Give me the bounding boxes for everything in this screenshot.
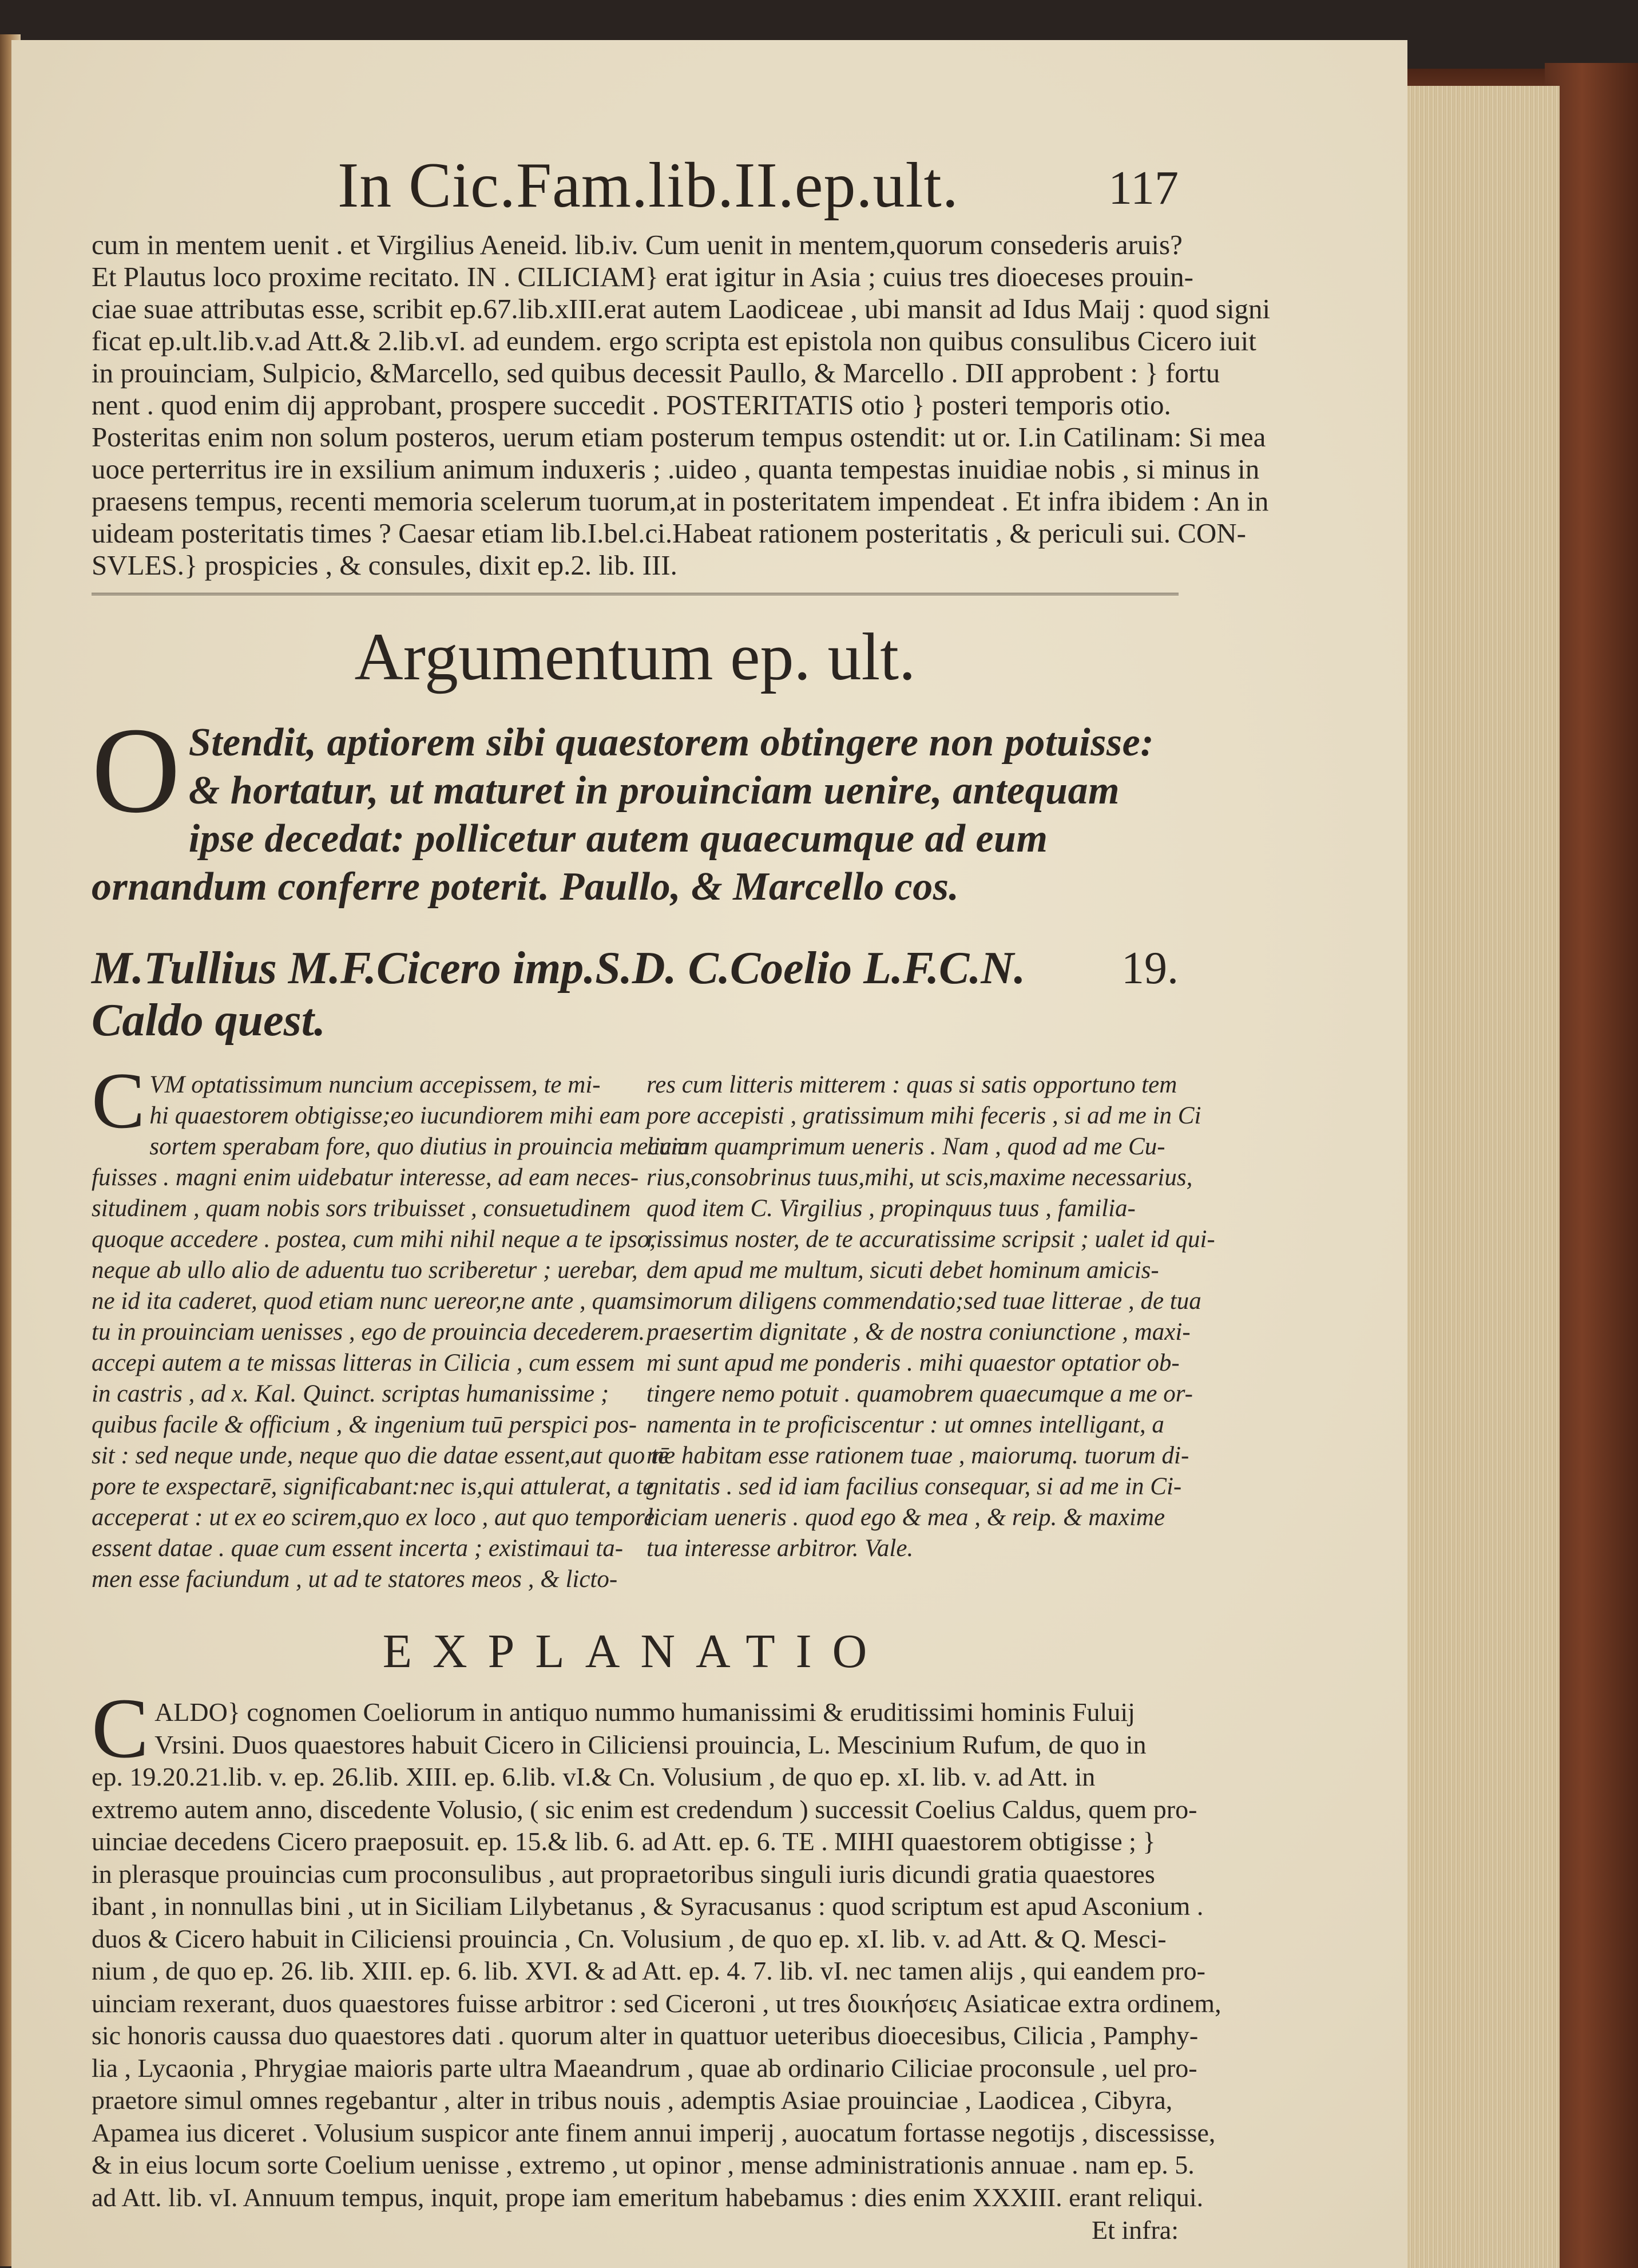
text-line: liciam quamprimum ueneris . Nam , quod ad me Cu-: [647, 1133, 1165, 1160]
text-line: in castris , ad x. Kal. Quinct. scriptas humanissime ;: [92, 1380, 609, 1407]
text-line: cum in mentem uenit . et Virgilius Aeneid. lib.iv. Cum uenit in mentem,quorum consederis aruis?: [92, 229, 1183, 260]
letter-salutation: [92, 943, 1179, 1047]
text-line: lia , Lycaonia , Phrygiae maioris parte ultra Maeandrum , quae ab ordinario Ciliciae proconsule , uel pro-: [92, 2053, 1197, 2083]
argument-text: [92, 702, 1179, 911]
text-line: essent datae . quae cum essent incerta ; existimaui ta-: [92, 1535, 624, 1562]
text-line: dem apud me multum, sicuti debet hominum amicis-: [647, 1257, 1159, 1284]
text-line: pore accepisti , gratissimum mihi feceris , si ad me in Ci: [647, 1102, 1201, 1129]
text-line: quod item C. Virgilius , propinquus tuus , familia-: [647, 1195, 1136, 1222]
text-line: uinciam rexerant, duos quaestores fuisse arbitror : sed Ciceroni , ut tres διοικήσεις Asiaticae extra ordinem,: [92, 1988, 1221, 2018]
text-line: Vrsini. Duos quaestores habuit Cicero in Ciliciensi prouincia, L. Mescinium Rufum, de quo in: [154, 1729, 1147, 1759]
text-line: Et Plautus loco proxime recitato. IN . CILICIAM} erat igitur in Asia ; cuius tres dioeceses prouin-: [92, 261, 1193, 292]
page-content: [92, 126, 1271, 2245]
text-line: ep. 19.20.21.lib. v. ep. 26.lib. XIII. ep. 6.lib. vI.& Cn. Volusium , de quo ep. xI. lib. v. ad Att. in: [92, 1762, 1096, 1791]
argument-body: Stendit, aptiorem sibi quaestorem obtingere non potuisse: & hortatur, ut maturet in prouinciam uenire, antequam ipse decedat: pollicetur autem quaecumque ad eum ornandum conferre poterit. Paullo, & Marcello cos.: [92, 721, 1155, 909]
text-line: nent . quod enim dij approbant, prospere succedit . POSTERITATIS otio } posteri temporis otio.: [92, 389, 1171, 421]
text-line: simorum diligens commendatio;sed tuae litterae , de tua: [647, 1288, 1201, 1315]
salutation-text: M.Tullius M.F.Cicero imp.S.D. C.Coelio L.F.C.N. Caldo quest.: [92, 943, 1026, 1046]
text-line: praesertim dignitate , & de nostra coniunctione , maxi-: [647, 1319, 1191, 1345]
running-head: [92, 126, 1179, 229]
commentary-top: [92, 229, 1271, 595]
text-line: liciam ueneris . quod ego & mea , & reip. & maxime: [647, 1504, 1165, 1531]
letter-column-left: [92, 1056, 689, 1595]
text-line: SVLES.} prospicies , & consules, dixit ep.2. lib. III.: [92, 549, 677, 581]
text-line: uideam posteritatis times ? Caesar etiam lib.I.bel.ci.Habeat rationem posteritatis , & periculi sui. CON-: [92, 517, 1246, 549]
text-line: sic honoris caussa duo quaestores dati . quorum alter in quattuor ueteribus dioecesibus, Cilicia , Pamphy-: [92, 2021, 1199, 2050]
text-line: VM optatissimum nuncium accepissem, te mi-: [149, 1071, 601, 1098]
text-line: Posteritas enim non solum posteros, uerum etiam posterum tempus ostendit: ut or. I.in Catilinam: Si mea: [92, 421, 1266, 453]
text-line: quoque accedere . postea, cum mihi nihil neque a te ipso,: [92, 1226, 656, 1253]
text-line: uoce perterritus ire in exsilium animum induxeris ; .uideo , quanta tempestas inuidiae nobis , si minus in: [92, 453, 1260, 485]
text-line: praesens tempus, recenti memoria scelerum tuorum,at in posteritatem impendeat . Et infra ibidem : An in: [92, 485, 1269, 517]
text-line: rius,consobrinus tuus,mihi, ut scis,maxime necessarius,: [647, 1164, 1193, 1191]
text-line: men esse faciundum , ut ad te statores meos , & licto-: [92, 1566, 618, 1593]
text-line: situdinem , quam nobis sors tribuisset , consuetudinem: [92, 1195, 631, 1222]
text-line: pore te exspectarē, significabant:nec is,qui attulerat, a te: [92, 1473, 654, 1500]
running-title: In Cic.Fam.lib.II.ep.ult.: [338, 150, 959, 221]
book-page: [11, 40, 1407, 2268]
text-line: uinciae decedens Cicero praeposuit. ep. 15.& lib. 6. ad Att. ep. 6. TE . MIHI quaestorem obtigisse ; }: [92, 1827, 1156, 1856]
explanatio-drop-cap: C: [92, 1681, 149, 1776]
text-line: tu in prouinciam uenisses , ego de prouincia decederem.: [92, 1319, 645, 1345]
text-line: acceperat : ut ex eo scirem,quo ex loco , aut quo tempore: [92, 1504, 655, 1531]
text-line: sortem sperabam fore, quo diutius in prouincia mecum: [149, 1133, 689, 1160]
text-line: mi sunt apud me ponderis . mihi quaestor optatior ob-: [647, 1349, 1180, 1376]
text-line: rissimus noster, de te accuratissime scripsit ; ualet id qui-: [647, 1226, 1215, 1253]
text-line: hi quaestorem obtigisse;eo iucundiorem mihi eam: [149, 1102, 641, 1129]
text-line: ciae suae attributas esse, scribit ep.67.lib.xIII.erat autem Laodiceae , ubi mansit ad Idus Maij : quod signi: [92, 293, 1271, 324]
text-line: me habitam esse rationem tuae , maiorumq. tuorum di-: [647, 1442, 1189, 1469]
text-line: ne id ita caderet, quod etiam nunc uereor,ne ante , quam: [92, 1288, 647, 1315]
text-line: accepi autem a te missas litteras in Cilicia , cum essem: [92, 1349, 635, 1376]
text-line: extremo autem anno, discedente Volusio, ( sic enim est credendum ) successit Coelius Caldus, quem pro-: [92, 1794, 1197, 1824]
text-line: & in eius locum sorte Coelium uenisse , extremo , ut opinor , mense administrationis annuae . nam ep. 5.: [92, 2150, 1195, 2179]
text-line: in prouinciam, Sulpicio, &Marcello, sed quibus decessit Paullo, & Marcello . DII approbent : } fortu: [92, 357, 1220, 389]
page-fore-edge: [1390, 86, 1560, 2268]
text-line: gnitatis . sed id iam facilius consequar, si ad me in Ci-: [647, 1473, 1182, 1500]
explanatio-title: EXPLANATIO: [382, 1625, 888, 1678]
argument-drop-cap: O: [92, 702, 181, 838]
text-line: duos & Cicero habuit in Ciliciensi prouincia , Cn. Volusium , de quo ep. xI. lib. v. ad Att. & Q. Mesci-: [92, 1923, 1167, 1953]
text-line: neque ab ullo alio de aduentu tuo scriberetur ; uerebar,: [92, 1257, 638, 1284]
catchword: Et infra:: [1092, 2215, 1179, 2245]
text-line: ad Att. lib. vI. Annuum tempus, inquit, prope iam emeritum habebamus : dies enim XXXIII. erant reliqui.: [92, 2182, 1204, 2212]
text-line: res cum litteris mitterem : quas si satis opportuno tem: [647, 1071, 1177, 1098]
text-line: ALDO} cognomen Coeliorum in antiquo nummo humanissimi & eruditissimi hominis Fuluij: [154, 1697, 1135, 1727]
text-line: sit : sed neque unde, neque quo die datae essent,aut quo tē: [92, 1442, 669, 1469]
text-line: ibant , in nonnullas bini , ut in Siciliam Lilybetanus , & Syracusanus : quod scriptum est apud Asconium .: [92, 1891, 1204, 1921]
text-line: fuisses . magni enim uidebatur interesse, ad eam neces-: [92, 1164, 639, 1191]
text-line: namenta in te proficiscentur : ut omnes intelligant, a: [647, 1411, 1164, 1438]
text-line: praetore simul omnes regebantur , alter in tribus nouis , ademptis Asiae prouinciae , Laodicea , Cibyra,: [92, 2085, 1173, 2115]
letter-number: 19.: [1121, 943, 1179, 994]
page-number: 117: [1108, 161, 1179, 215]
text-line: quibus facile & officium , & ingenium tuū perspici pos-: [92, 1411, 637, 1438]
letter-body: [92, 1056, 1215, 1595]
letter-column-right: [647, 1070, 1215, 1595]
text-line: in plerasque prouincias cum proconsulibus , aut propraetoribus singuli iuris dicundi gratia quaestores: [92, 1859, 1155, 1889]
argument-title: Argumentum ep. ult.: [354, 619, 916, 694]
letter-drop-cap: C: [92, 1056, 145, 1145]
text-line: Apamea ius diceret . Volusium suspicor ante finem annui imperij , auocatum fortasse negotijs , discessisse,: [92, 2117, 1216, 2147]
explanatio-text: [92, 1681, 1221, 2214]
text-line: tua interesse arbitror. Vale.: [647, 1535, 914, 1562]
text-line: nium , de quo ep. 26. lib. XIII. ep. 6. lib. XVI. & ad Att. ep. 4. 7. lib. vI. nec tamen alijs , qui eandem pro-: [92, 1956, 1205, 1985]
text-line: ficat ep.ult.lib.v.ad Att.& 2.lib.vI. ad eundem. ergo scripta est epistola non quibus consulibus Cicero iuit: [92, 325, 1256, 357]
text-line: tingere nemo potuit . quamobrem quaecumque a me or-: [647, 1380, 1193, 1407]
